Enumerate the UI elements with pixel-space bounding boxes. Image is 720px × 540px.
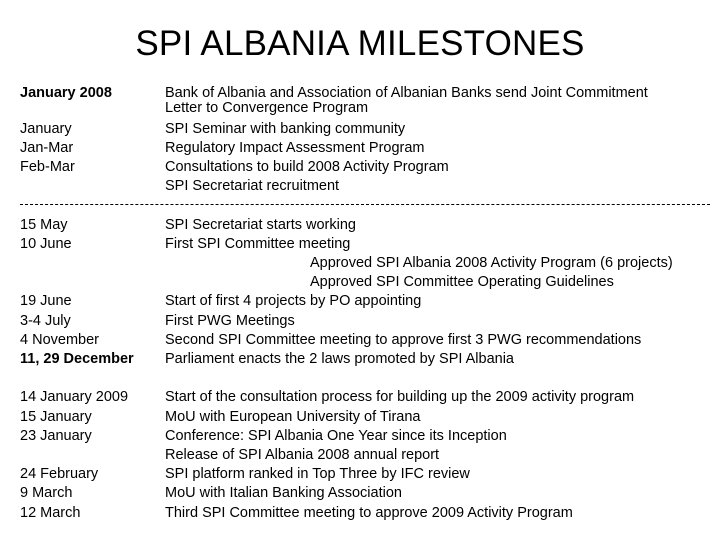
milestone-description: SPI Secretariat recruitment bbox=[165, 178, 340, 194]
milestone-description: First PWG Meetings bbox=[165, 313, 295, 329]
milestone-date: Jan-Mar bbox=[20, 140, 74, 156]
milestone-description: Approved SPI Committee Operating Guidelines bbox=[310, 274, 614, 290]
milestone-row bbox=[0, 254, 720, 273]
dashed-divider bbox=[20, 198, 710, 210]
milestone-row bbox=[0, 331, 720, 350]
milestone-row bbox=[0, 312, 720, 331]
milestone-description: Release of SPI Albania 2008 annual report bbox=[165, 447, 440, 463]
milestone-date: 4 November bbox=[20, 332, 99, 348]
milestone-description: Third SPI Committee meeting to approve 2009 Activity Program bbox=[165, 505, 573, 521]
milestone-description: Parliament enacts the 2 laws promoted by SPI Albania bbox=[165, 351, 514, 367]
milestone-description: Start of first 4 projects by PO appointing bbox=[165, 293, 422, 309]
milestone-date: 12 March bbox=[20, 505, 81, 521]
milestone-row bbox=[0, 484, 720, 503]
milestone-date: 14 January 2009 bbox=[20, 389, 129, 405]
milestone-row bbox=[0, 158, 720, 177]
milestone-row bbox=[0, 408, 720, 427]
milestone-description: Bank of Albania and Association of Albanian Banks send Joint Commitment bbox=[165, 85, 648, 101]
milestone-row bbox=[0, 177, 720, 196]
milestone-description: SPI platform ranked in Top Three by IFC review bbox=[165, 466, 470, 482]
milestone-description: Start of the consultation process for building up the 2009 activity program bbox=[165, 389, 635, 405]
milestone-row bbox=[0, 427, 720, 446]
milestone-row bbox=[0, 446, 720, 465]
milestone-date: 23 January bbox=[20, 428, 92, 444]
milestone-description: Letter to Convergence Program bbox=[165, 100, 369, 116]
milestone-date: 15 May bbox=[20, 217, 68, 233]
milestone-description: MoU with European University of Tirana bbox=[165, 409, 421, 425]
milestone-date: 19 June bbox=[20, 293, 72, 309]
milestone-date: 24 February bbox=[20, 466, 99, 482]
milestone-date: 11, 29 December bbox=[20, 351, 134, 367]
milestone-description: Regulatory Impact Assessment Program bbox=[165, 140, 425, 156]
milestone-row bbox=[0, 350, 720, 369]
milestone-row bbox=[0, 120, 720, 139]
milestone-description: Conference: SPI Albania One Year since its Inception bbox=[165, 428, 507, 444]
milestone-date: January bbox=[20, 121, 72, 137]
milestone-date: 15 January bbox=[20, 409, 92, 425]
milestone-description: First SPI Committee meeting bbox=[165, 236, 351, 252]
page-title: SPI ALBANIA MILESTONES bbox=[135, 24, 585, 63]
milestone-description: Consultations to build 2008 Activity Program bbox=[165, 159, 449, 175]
milestone-date: 3-4 July bbox=[20, 313, 71, 329]
milestone-row bbox=[0, 292, 720, 311]
milestone-description: MoU with Italian Banking Association bbox=[165, 485, 402, 501]
milestone-row bbox=[0, 235, 720, 254]
milestone-row bbox=[0, 388, 720, 407]
milestone-description: SPI Secretariat starts working bbox=[165, 217, 356, 233]
milestone-row bbox=[0, 273, 720, 292]
milestone-description: Second SPI Committee meeting to approve first 3 PWG recommendations bbox=[165, 332, 642, 348]
milestone-row bbox=[0, 139, 720, 158]
milestone-description: SPI Seminar with banking community bbox=[165, 121, 406, 137]
milestone-row bbox=[0, 216, 720, 235]
milestone-row bbox=[0, 504, 720, 523]
milestone-description: Approved SPI Albania 2008 Activity Program (6 projects) bbox=[310, 255, 673, 271]
milestone-date: January 2008 bbox=[20, 85, 112, 101]
milestone-date: 10 June bbox=[20, 236, 72, 252]
milestone-date: Feb-Mar bbox=[20, 159, 75, 175]
milestone-row bbox=[0, 465, 720, 484]
milestone-date: 9 March bbox=[20, 485, 73, 501]
milestone-row bbox=[0, 99, 720, 118]
